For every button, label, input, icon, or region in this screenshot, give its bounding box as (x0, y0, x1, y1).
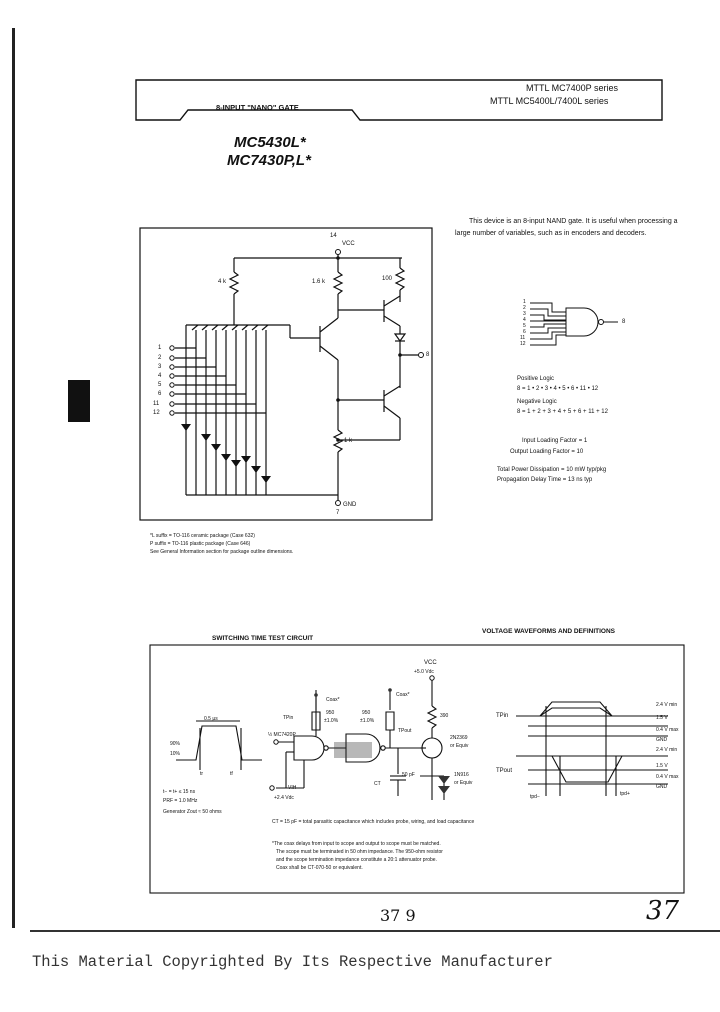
series-line-2: MTTL MC5400L/7400L series (490, 96, 609, 106)
tr-label: tr (200, 771, 204, 777)
vcc-test-label: VCC (424, 660, 437, 666)
input-pin-3: 3 (158, 364, 162, 370)
wave-24-min-b: 2.4 V min (656, 747, 678, 753)
footnote-2: P suffix = TO-116 plastic package (Case 646) (150, 541, 251, 547)
symbol-input-4: 4 (523, 317, 526, 323)
diode-label: 1N916 (454, 772, 469, 778)
wave-tp-in: TPin (496, 713, 509, 719)
coax-label-2: Coax* (396, 692, 410, 698)
vcc-test-value: +5.0 Vdc (414, 669, 434, 675)
pct-10: 10% (170, 751, 181, 757)
cap-50pf: 50 pF (402, 772, 415, 778)
symbol-input-6: 6 (523, 329, 526, 335)
resistor-r4: 1 k (344, 438, 353, 444)
ct-note: CT = 15 pF = total parasitic capacitance which includes probe, wiring, and load capacitance (272, 819, 475, 825)
symbol-input-12: 12 (520, 341, 526, 347)
tpd-plus: tpd+ (620, 791, 630, 797)
input-pin-2: 2 (158, 355, 162, 361)
coax-note-3: and the scope termination impedance constitute a 20:1 attenuator probe. (276, 857, 437, 863)
wave-tp-out: TPout (496, 768, 513, 774)
part-number-1: MC5430L* (234, 134, 306, 151)
wave-15-b: 1.5 V (656, 763, 668, 769)
symbol-input-3: 3 (523, 311, 526, 317)
vcc-label: VCC (342, 241, 355, 247)
coax-label-1: Coax* (326, 697, 340, 703)
input-pin-6: 6 (158, 391, 162, 397)
input-pin-11: 11 (153, 401, 160, 407)
wave-15-a: 1.5 V (656, 715, 668, 721)
tf-label: tf (230, 771, 233, 777)
wave-gnd-a: GND (656, 737, 668, 743)
input-pin-1: 1 (158, 345, 162, 351)
wave-04-max-b: 0.4 V max (656, 774, 679, 780)
test-circuit-title: SWITCHING TIME TEST CIRCUIT (212, 635, 314, 642)
waveforms-title: VOLTAGE WAVEFORMS AND DEFINITIONS (482, 628, 616, 635)
diode-note: or Equiv (454, 780, 473, 786)
wave-24-min-a: 2.4 V min (656, 702, 678, 708)
resistor-r1: 4 k (218, 279, 227, 285)
coax-note-1: *The coax delays from input to scope and output to scope must be matched. (272, 841, 441, 847)
output-pin: 8 (426, 352, 430, 358)
coax-note-2: The scope must be terminated in 50 ohm impedance. The 950-ohm resistor (276, 849, 443, 855)
input-pin-5: 5 (158, 382, 162, 388)
output-loading-factor: Output Loading Factor = 10 (510, 449, 584, 455)
positive-logic-title: Positive Logic (517, 376, 555, 382)
symbol-input-11: 11 (520, 335, 526, 341)
rise-fall-time: t− = t+ ≤ 15 ns (163, 789, 196, 795)
resistor-950a-tol: ±1.0% (324, 718, 339, 724)
gnd-label: GND (343, 502, 357, 508)
pulse-width: 0.5 µs (204, 716, 218, 722)
transistor-note: or Equiv (450, 743, 469, 749)
page-number: 37 9 (380, 906, 416, 925)
handwritten-number: 37 (646, 896, 680, 926)
supply-24: +2.4 Vdc (274, 795, 294, 801)
resistor-950b-tol: ±1.0% (360, 718, 375, 724)
generator-impedance: Generator Zout ≈ 50 ohms (163, 809, 222, 815)
transistor-label: 2N2369 (450, 735, 468, 741)
input-loading-factor: Input Loading Factor = 1 (522, 438, 588, 444)
symbol-input-2: 2 (523, 305, 526, 311)
copyright-notice: This Material Copyrighted By Its Respective Manufacturer (32, 953, 553, 971)
input-pin-12: 12 (153, 410, 160, 416)
footnote-1: *L suffix = TO-116 ceramic package (Case 632) (150, 533, 255, 539)
ct-label: CT (374, 781, 381, 787)
gate-title: 8-INPUT "NANO" GATE (216, 103, 299, 112)
tp-out-label: TPout (398, 728, 412, 734)
negative-logic-title: Negative Logic (517, 399, 557, 405)
wave-gnd-b: GND (656, 784, 668, 790)
propagation-delay: Propagation Delay Time = 13 ns typ (497, 477, 593, 483)
gnd-pin: 7 (336, 510, 340, 516)
symbol-output: 8 (622, 319, 626, 325)
resistor-950a: 950 (326, 710, 335, 716)
vih-label: VIH (288, 785, 297, 791)
symbol-input-5: 5 (523, 323, 526, 329)
resistor-r2: 1.6 k (312, 279, 326, 285)
gate-label: ½ MC7420P (268, 732, 296, 738)
positive-logic-eq: 8 = 1 • 2 • 3 • 4 • 5 • 6 • 11 • 12 (517, 386, 599, 392)
coax-note-4: Coax shall be CT-070-50 or equivalent. (276, 865, 363, 871)
pct-90: 90% (170, 741, 181, 747)
resistor-r3: 100 (382, 276, 393, 282)
negative-logic-eq: 8 = 1 + 2 + 3 + 4 + 5 + 6 + 11 + 12 (517, 409, 608, 415)
footnote-3: See General Information section for package outline dimensions. (150, 549, 294, 555)
device-description: This device is an 8-input NAND gate. It is useful when processing a large number of variables, such as in encoders and decoders. (455, 218, 678, 237)
input-pin-4: 4 (158, 373, 162, 379)
wave-04-max-a: 0.4 V max (656, 727, 679, 733)
resistor-950b: 950 (362, 710, 371, 716)
series-line-1: MTTL MC7400P series (526, 83, 619, 93)
part-number-2: MC7430P,L* (227, 152, 311, 169)
resistor-390: 390 (440, 713, 449, 719)
power-dissipation: Total Power Dissipation = 10 mW typ/pkg (497, 467, 607, 473)
prf-value: PRF = 1.0 MHz (163, 798, 198, 804)
vcc-pin: 14 (330, 233, 337, 239)
tp-in-label: TPin (283, 715, 294, 721)
symbol-input-1: 1 (523, 299, 526, 305)
tpd-minus: tpd− (530, 794, 540, 800)
